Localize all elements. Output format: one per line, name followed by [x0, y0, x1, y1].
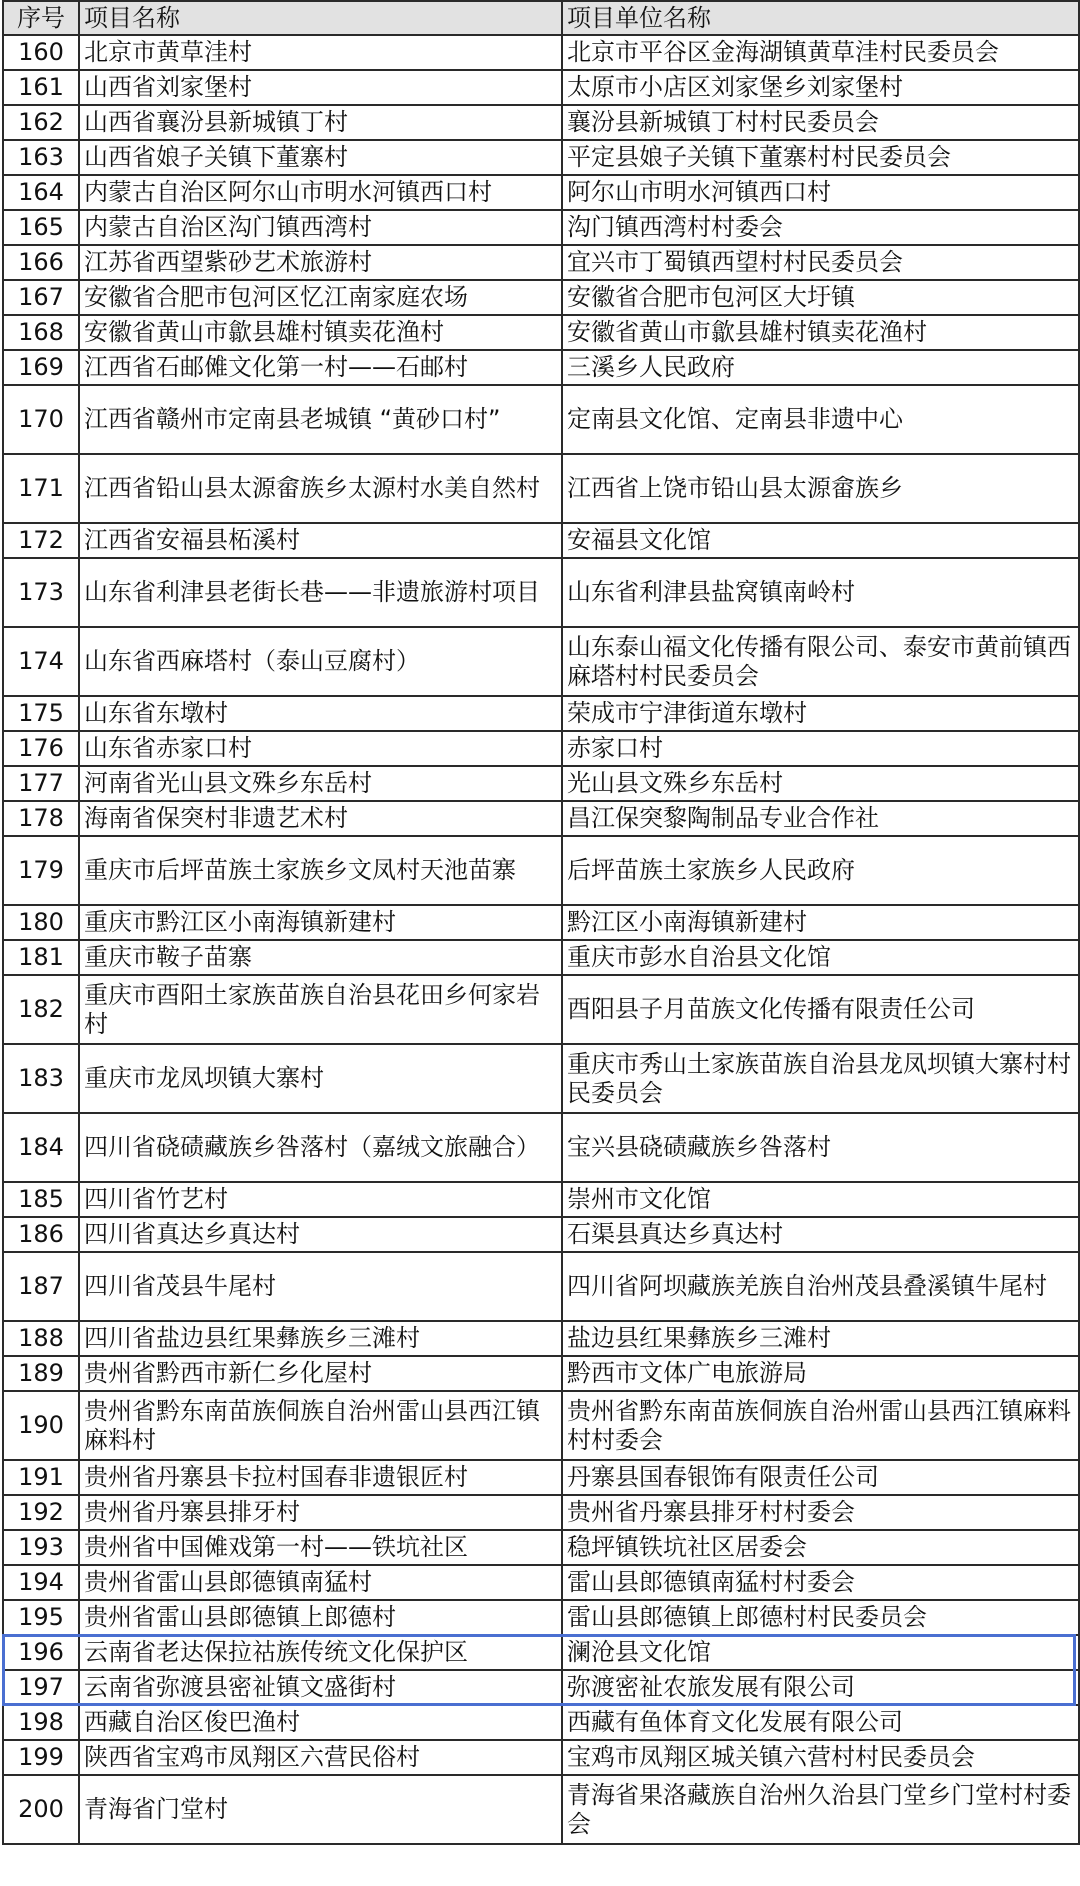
row-project-unit: 雷山县郎德镇上郎德村村民委员会: [562, 1600, 1079, 1635]
row-project-name: 贵州省丹寨县卡拉村国春非遗银匠村: [79, 1460, 562, 1495]
row-index: 173: [3, 558, 79, 627]
row-index: 188: [3, 1321, 79, 1356]
row-index: 193: [3, 1530, 79, 1565]
table-row: [3, 1705, 1079, 1740]
row-project-unit: 安徽省黄山市歙县雄村镇卖花渔村: [562, 315, 1079, 350]
row-index: 179: [3, 836, 79, 905]
row-index: 168: [3, 315, 79, 350]
row-project-name: 重庆市后坪苗族土家族乡文凤村天池苗寨: [79, 836, 562, 905]
table-row: [3, 245, 1079, 280]
row-project-name: 四川省竹艺村: [79, 1182, 562, 1217]
row-project-name: 北京市黄草洼村: [79, 35, 562, 70]
row-project-name: 四川省茂县牛尾村: [79, 1252, 562, 1321]
row-index: 187: [3, 1252, 79, 1321]
row-index: 163: [3, 140, 79, 175]
row-index: 189: [3, 1356, 79, 1391]
row-project-name: 重庆市鞍子苗寨: [79, 940, 562, 975]
row-project-name: 山西省娘子关镇下董寨村: [79, 140, 562, 175]
row-index: 180: [3, 905, 79, 940]
row-project-name: 重庆市黔江区小南海镇新建村: [79, 905, 562, 940]
table-row: [3, 523, 1079, 558]
table-row: [3, 70, 1079, 105]
row-project-unit: 阿尔山市明水河镇西口村: [562, 175, 1079, 210]
row-index: 162: [3, 105, 79, 140]
row-project-name: 山东省赤家口村: [79, 731, 562, 766]
row-project-name: 内蒙古自治区沟门镇西湾村: [79, 210, 562, 245]
table-row: [3, 696, 1079, 731]
table-row: [3, 35, 1079, 70]
row-project-unit: 崇州市文化馆: [562, 1182, 1079, 1217]
row-index: 165: [3, 210, 79, 245]
row-project-unit: 稳坪镇铁坑社区居委会: [562, 1530, 1079, 1565]
row-project-name: 云南省老达保拉祜族传统文化保护区: [79, 1635, 562, 1670]
row-project-name: 重庆市龙凤坝镇大寨村: [79, 1044, 562, 1113]
row-project-unit: 四川省阿坝藏族羌族自治州茂县叠溪镇牛尾村: [562, 1252, 1079, 1321]
table-row: [3, 1044, 1079, 1113]
table-row: [3, 558, 1079, 627]
row-index: 197: [3, 1670, 79, 1705]
row-project-name: 江西省赣州市定南县老城镇 “黄砂口村”: [79, 385, 562, 454]
row-index: 191: [3, 1460, 79, 1495]
table-row: [3, 1635, 1079, 1670]
row-project-unit: 酉阳县子月苗族文化传播有限责任公司: [562, 975, 1079, 1044]
row-index: 190: [3, 1391, 79, 1460]
table-row: [3, 1182, 1079, 1217]
row-project-unit: 弥渡密祉农旅发展有限公司: [562, 1670, 1079, 1705]
row-project-unit: 襄汾县新城镇丁村村民委员会: [562, 105, 1079, 140]
table-row: [3, 1217, 1079, 1252]
row-project-unit: 宝鸡市凤翔区城关镇六营村村民委员会: [562, 1740, 1079, 1775]
row-project-unit: 石渠县真达乡真达村: [562, 1217, 1079, 1252]
row-project-name: 贵州省中国傩戏第一村——铁坑社区: [79, 1530, 562, 1565]
header-project-name: 项目名称: [79, 1, 562, 35]
row-project-name: 山东省西麻塔村（泰山豆腐村）: [79, 627, 562, 696]
row-index: 184: [3, 1113, 79, 1182]
row-project-unit: 雷山县郎德镇南猛村村委会: [562, 1565, 1079, 1600]
row-project-unit: 三溪乡人民政府: [562, 350, 1079, 385]
table-row: [3, 731, 1079, 766]
table-row: [3, 1740, 1079, 1775]
table-row: [3, 1530, 1079, 1565]
row-project-name: 青海省门堂村: [79, 1775, 562, 1844]
table-row: [3, 905, 1079, 940]
table-row: [3, 454, 1079, 523]
row-project-unit: 丹寨县国春银饰有限责任公司: [562, 1460, 1079, 1495]
row-project-name: 贵州省雷山县郎德镇南猛村: [79, 1565, 562, 1600]
table-row: [3, 940, 1079, 975]
row-project-name: 陕西省宝鸡市凤翔区六营民俗村: [79, 1740, 562, 1775]
table-row: [3, 1460, 1079, 1495]
row-index: 166: [3, 245, 79, 280]
row-project-unit: 重庆市彭水自治县文化馆: [562, 940, 1079, 975]
table-row: [3, 140, 1079, 175]
row-project-name: 安徽省合肥市包河区忆江南家庭农场: [79, 280, 562, 315]
row-project-unit: 北京市平谷区金海湖镇黄草洼村民委员会: [562, 35, 1079, 70]
row-project-unit: 西藏有鱼体育文化发展有限公司: [562, 1705, 1079, 1740]
header-row: [3, 1, 1079, 35]
row-index: 178: [3, 801, 79, 836]
row-project-unit: 贵州省丹寨县排牙村村委会: [562, 1495, 1079, 1530]
row-index: 195: [3, 1600, 79, 1635]
row-project-unit: 太原市小店区刘家堡乡刘家堡村: [562, 70, 1079, 105]
row-index: 200: [3, 1775, 79, 1844]
row-project-unit: 沟门镇西湾村村委会: [562, 210, 1079, 245]
row-index: 170: [3, 385, 79, 454]
row-project-name: 贵州省黔西市新仁乡化屋村: [79, 1356, 562, 1391]
row-project-unit: 江西省上饶市铅山县太源畲族乡: [562, 454, 1079, 523]
row-project-name: 四川省真达乡真达村: [79, 1217, 562, 1252]
row-project-name: 云南省弥渡县密祉镇文盛街村: [79, 1670, 562, 1705]
row-index: 176: [3, 731, 79, 766]
row-project-name: 江西省铅山县太源畲族乡太源村水美自然村: [79, 454, 562, 523]
row-project-name: 山西省襄汾县新城镇丁村: [79, 105, 562, 140]
row-project-name: 海南省保突村非遗艺术村: [79, 801, 562, 836]
header-project-unit: 项目单位名称: [562, 1, 1079, 35]
row-index: 192: [3, 1495, 79, 1530]
row-index: 177: [3, 766, 79, 801]
row-project-unit: 平定县娘子关镇下董寨村村民委员会: [562, 140, 1079, 175]
table-row: [3, 836, 1079, 905]
row-project-name: 江西省石邮傩文化第一村——石邮村: [79, 350, 562, 385]
row-project-unit: 宜兴市丁蜀镇西望村村民委员会: [562, 245, 1079, 280]
row-project-name: 江西省安福县柘溪村: [79, 523, 562, 558]
row-project-name: 贵州省丹寨县排牙村: [79, 1495, 562, 1530]
row-index: 199: [3, 1740, 79, 1775]
row-project-name: 山东省利津县老街长巷——非遗旅游村项目: [79, 558, 562, 627]
row-index: 169: [3, 350, 79, 385]
table-row: [3, 105, 1079, 140]
row-project-unit: 青海省果洛藏族自治州久治县门堂乡门堂村村委会: [562, 1775, 1079, 1844]
row-index: 164: [3, 175, 79, 210]
row-project-name: 重庆市酉阳土家族苗族自治县花田乡何家岩村: [79, 975, 562, 1044]
row-index: 181: [3, 940, 79, 975]
header-index: 序号: [3, 1, 79, 35]
table-row: [3, 315, 1079, 350]
row-project-unit: 后坪苗族土家族乡人民政府: [562, 836, 1079, 905]
row-index: 198: [3, 1705, 79, 1740]
row-project-name: 内蒙古自治区阿尔山市明水河镇西口村: [79, 175, 562, 210]
table-row: [3, 1252, 1079, 1321]
table-row: [3, 280, 1079, 315]
table-row: [3, 1391, 1079, 1460]
row-project-unit: 澜沧县文化馆: [562, 1635, 1079, 1670]
table-row: [3, 1775, 1079, 1844]
table-row: [3, 801, 1079, 836]
row-project-name: 贵州省雷山县郎德镇上郎德村: [79, 1600, 562, 1635]
table-row: [3, 1600, 1079, 1635]
table-row: [3, 385, 1079, 454]
row-project-unit: 山东省利津县盐窝镇南岭村: [562, 558, 1079, 627]
row-index: 167: [3, 280, 79, 315]
table-row: [3, 350, 1079, 385]
row-index: 171: [3, 454, 79, 523]
table-row: [3, 1670, 1079, 1705]
row-index: 160: [3, 35, 79, 70]
row-project-unit: 贵州省黔东南苗族侗族自治州雷山县西江镇麻料村村委会: [562, 1391, 1079, 1460]
table-row: [3, 766, 1079, 801]
row-index: 194: [3, 1565, 79, 1600]
row-project-unit: 山东泰山福文化传播有限公司、泰安市黄前镇西麻塔村村民委员会: [562, 627, 1079, 696]
row-project-unit: 黔西市文体广电旅游局: [562, 1356, 1079, 1391]
table-row: [3, 210, 1079, 245]
table-row: [3, 1356, 1079, 1391]
row-index: 186: [3, 1217, 79, 1252]
row-project-name: 西藏自治区俊巴渔村: [79, 1705, 562, 1740]
row-project-name: 贵州省黔东南苗族侗族自治州雷山县西江镇麻料村: [79, 1391, 562, 1460]
row-index: 185: [3, 1182, 79, 1217]
table-row: [3, 1321, 1079, 1356]
table-row: [3, 975, 1079, 1044]
table-row: [3, 175, 1079, 210]
table-row: [3, 627, 1079, 696]
table-row: [3, 1495, 1079, 1530]
row-project-name: 安徽省黄山市歙县雄村镇卖花渔村: [79, 315, 562, 350]
row-project-unit: 宝兴县硗碛藏族乡咎落村: [562, 1113, 1079, 1182]
table-row: [3, 1113, 1079, 1182]
row-project-name: 山东省东墩村: [79, 696, 562, 731]
row-project-unit: 安福县文化馆: [562, 523, 1079, 558]
row-project-unit: 盐边县红果彝族乡三滩村: [562, 1321, 1079, 1356]
row-project-unit: 光山县文殊乡东岳村: [562, 766, 1079, 801]
row-project-name: 河南省光山县文殊乡东岳村: [79, 766, 562, 801]
row-index: 183: [3, 1044, 79, 1113]
row-project-unit: 赤家口村: [562, 731, 1079, 766]
village-list-table: [2, 0, 1080, 1845]
row-index: 161: [3, 70, 79, 105]
row-project-name: 江苏省西望紫砂艺术旅游村: [79, 245, 562, 280]
row-project-unit: 安徽省合肥市包河区大圩镇: [562, 280, 1079, 315]
row-index: 175: [3, 696, 79, 731]
row-index: 172: [3, 523, 79, 558]
row-project-unit: 重庆市秀山土家族苗族自治县龙凤坝镇大寨村村民委员会: [562, 1044, 1079, 1113]
row-project-unit: 定南县文化馆、定南县非遗中心: [562, 385, 1079, 454]
row-project-unit: 荣成市宁津街道东墩村: [562, 696, 1079, 731]
row-index: 182: [3, 975, 79, 1044]
row-project-name: 山西省刘家堡村: [79, 70, 562, 105]
table-row: [3, 1565, 1079, 1600]
row-project-unit: 黔江区小南海镇新建村: [562, 905, 1079, 940]
row-index: 196: [3, 1635, 79, 1670]
row-project-name: 四川省盐边县红果彝族乡三滩村: [79, 1321, 562, 1356]
row-project-name: 四川省硗碛藏族乡咎落村（嘉绒文旅融合）: [79, 1113, 562, 1182]
row-index: 174: [3, 627, 79, 696]
row-project-unit: 昌江保突黎陶制品专业合作社: [562, 801, 1079, 836]
